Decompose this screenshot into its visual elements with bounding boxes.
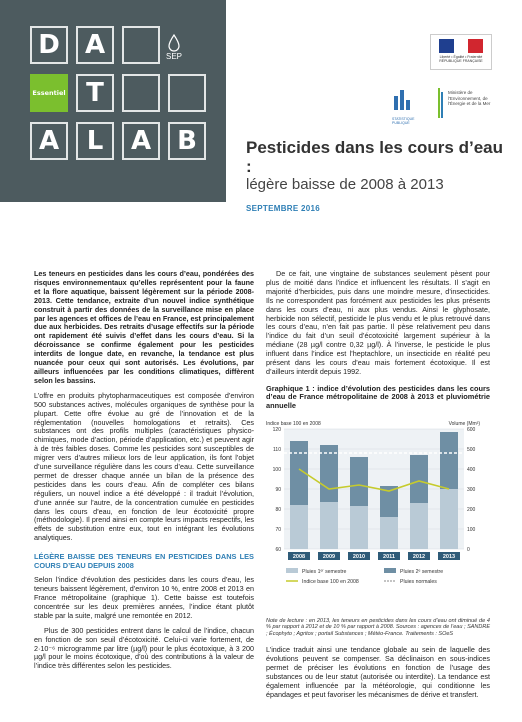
logo-tile-t: T	[76, 74, 114, 112]
year-label: 2010	[352, 553, 366, 560]
legend-label: Pluies 2ᵉ semestre	[400, 568, 444, 575]
right-axis-label: Volume (Mm³)	[448, 420, 480, 427]
logo-tile-l: L	[76, 122, 114, 160]
paragraph: Plus de 300 pesticides entrent dans le calcul de l’indice, chacun en fonction de son seuil d’écotoxicité. Celui-ci varie fortement, de 2·10⁻⁶ microgramme par litre (µg/l) pour le plus écotoxique, à 3 200 µg/l pour le moins écotoxique, d’où des contributions à la valeur de l’indice très différentes selon les pesticides.	[34, 625, 254, 671]
bar-rain-s1	[410, 503, 428, 549]
datalab-logo-block	[0, 0, 226, 202]
legend-swatch	[384, 568, 396, 573]
year-label: 2012	[412, 553, 426, 560]
drop-label: SEP	[166, 52, 183, 61]
bar-rain-s1	[320, 502, 338, 549]
page-subtitle: légère baisse de 2008 à 2013	[246, 176, 444, 193]
bar-rain-s2	[410, 455, 428, 503]
section-heading: LÉGÈRE BAISSE DES TENEURS EN PESTICIDES DANS LES COURS D’EAU DEPUIS 2008	[34, 552, 254, 570]
left-tick-label: 60	[275, 546, 281, 553]
year-label: 2008	[292, 553, 306, 560]
paragraph: L’offre en produits phytopharmaceutiques est composée d’environ 500 substances actives, molécules organiques de synthèse pour la plupart. Cette offre évolue au gré de l’innovation et de la réglementation (nouvelles homologations et retraits). Ces substances ont des profils multiples (caractéristiques physico-chimiques, mode d’action, période d’application, etc.) et peuvent agir à de très faibles doses. Comme les pesticides sont susceptibles de migrer vers d’autres milieux lors de leur application, ils font l’objet d’une surveillance régulière dans les cours d’eau. Cette surveillance permet de dresser chaque année un bilan de la présence des pesticides dans les cours d’eau. Afin de compléter ces bilans réguliers, un nouvel indice a été développé : il traduit l’évolution, d’une année sur l’autre, de la concentration cumulée en pesticides dans les cours d’eau, en fonction de leur écotoxicité propre (méthodologie). Il prend ainsi en compte leurs impacts respectifs, les effets de substitution entre eux, tout en intégrant les évolutions analytiques.	[34, 390, 254, 543]
right-tick-label: 500	[467, 446, 476, 453]
header-banner	[0, 0, 522, 248]
right-tick-label: 300	[467, 486, 476, 493]
legend-label: Pluies normales	[400, 578, 437, 585]
bar-rain-s1	[350, 506, 368, 549]
right-tick-label: 0	[467, 546, 470, 553]
publication-date: SEPTEMBRE 2016	[246, 204, 321, 213]
left-tick-label: 80	[275, 506, 281, 513]
chart-svg	[266, 417, 488, 617]
logo-tile-a3: A	[122, 122, 160, 160]
legend-label: Pluies 1ᵉʳ semestre	[302, 568, 347, 575]
bar-rain-s2	[350, 457, 368, 506]
right-tick-label: 600	[467, 426, 476, 433]
paragraph: L’indice traduit ainsi une tendance globale au sein de laquelle des évolutions peuvent se compenser. Sa déclinaison en sous-indices permet de préciser les évolutions en fonction de l’usage des substances ou de leur statut (autorisée ou interdite). La tendance est également influencée par la météorologie, qui conditionne les épandages et peut favoriser les mécanismes de dérive et transfert.	[266, 645, 490, 699]
left-tick-label: 110	[273, 446, 281, 453]
bar-rain-s2	[440, 432, 458, 489]
bar-rain-s1	[380, 517, 398, 549]
logo-tile-d: D	[30, 26, 68, 64]
year-label: 2013	[442, 553, 456, 560]
logo-tile-empty	[168, 74, 206, 112]
stat-bars-icon	[392, 86, 414, 112]
year-label: 2011	[383, 553, 395, 560]
essentiel-label: Essentiel	[32, 89, 66, 97]
chart-title: Graphique 1 : indice d’évolution des pesticides dans les cours d’eau de France métropolitaine de 2008 à 2013 et pluviométrie annuelle	[266, 383, 490, 411]
flag-icon	[439, 39, 483, 53]
left-tick-label: 100	[272, 466, 281, 473]
document-title-block	[246, 138, 506, 213]
left-tick-label: 90	[275, 486, 281, 493]
legend-swatch	[286, 568, 298, 573]
stat-text: STATISTIQUE PUBLIQUE	[392, 117, 415, 125]
statistique-publique-logo	[392, 86, 432, 126]
right-tick-label: 400	[467, 466, 476, 473]
logo-tile-b: B	[168, 122, 206, 160]
bar-rain-s1	[440, 489, 458, 549]
reading-note: Note de lecture : en 2013, les teneurs en pesticides dans les cours d’eau ont diminué de 4 % par rapport à 2012 et de 10 % par rapport à 2008. Sources : agences de l’eau ; SANDRE ; Écophyto ; Agritox ; portail Substances ; Météo-France. Traitements : SOeS	[266, 617, 490, 638]
ministere-logo	[438, 88, 498, 128]
intro-paragraph: Les teneurs en pesticides dans les cours d’eau, pondérées des risques environnementaux qu’elles représentent pour la faune et la flore aquatique, baissent légèrement sur la période 2008-2013. Cette tendance, extraite d’un nouvel indice synthétique construit à partir des données de la surveillance mise en place par les agences et offices de l’eau en France, est principalement due aux herbicides. Des retraits d’usage effectifs sur la période ont rapidement été suivis d’effet dans les cours d’eau. Si la décroissance se confirme également pour les pesticides interdits de longue date, en revanche, la tendance est plus nuancée pour ceux qui sont autorisés. Les évolutions, par ailleurs influencées par les conditions climatiques, diffèrent selon les bassins.	[34, 269, 254, 385]
logo-tile-empty	[122, 74, 160, 112]
legend-label: Indice base 100 en 2008	[302, 578, 359, 585]
logo-tile-a: A	[76, 26, 114, 64]
pesticide-chart	[266, 417, 488, 612]
bar-rain-s1	[290, 505, 308, 549]
essentiel-tile	[30, 74, 68, 112]
left-column	[34, 270, 254, 677]
right-column	[266, 270, 490, 705]
logo-tile-a2: A	[30, 122, 68, 160]
left-tick-label: 70	[275, 526, 281, 533]
water-drop-icon	[166, 34, 182, 64]
republique-text: Liberté • Égalité • Fraternité RÉPUBLIQUE FRANÇAISE	[439, 55, 483, 63]
year-label: 2009	[322, 553, 336, 560]
paragraph: Selon l’indice d’évolution des pesticides dans les cours d’eau, les teneurs baissent légèrement, d’environ 10 %, entre 2008 et 2013 en France métropolitaine (graphique 1). Cette baisse est toutefois concentrée sur les deux premières années, l’indice étant plutôt stable par la suite, malgré une remontée en 2012.	[34, 575, 254, 620]
right-tick-label: 200	[467, 506, 476, 513]
ministere-text: Ministère de l'Environnement, de l'Énergie et de la Mer	[448, 90, 491, 106]
left-tick-label: 120	[272, 426, 281, 433]
logo-tile-empty	[122, 26, 160, 64]
ministere-bars-icon	[438, 88, 446, 118]
page-title: Pesticides dans les cours d’eau :	[246, 138, 504, 176]
paragraph: De ce fait, une vingtaine de substances seulement pèsent pour plus de moitié dans l’indice et influencent les résultats. Il s’agit en majorité d’herbicides, puis dans une moindre mesure, d’insecticides. Ils ne correspondent pas forcément aux pesticides les plus présents dans les cours d’eau, ni aux plus vendus. Ainsi le glyphosate, herbicide non sélectif, pesticide le plus vendu et le plus retrouvé dans les cours d’eau, n’en fait pas partie. Il pèse relativement peu dans l’indice du fait d’un seuil d’écotoxicité largement supérieur à la médiane (28 µg/l contre 0,32 µg/l). À l’inverse, le pesticide le plus influent dans l’indice est l’heptachlore, un insecticide en réalité peu présent dans les cours d’eau mais fortement écotoxique. Il est d’ailleurs interdit depuis 1992.	[266, 269, 490, 376]
right-tick-label: 100	[467, 526, 476, 533]
left-axis-label: Indice base 100 en 2008	[266, 420, 321, 427]
republique-francaise-logo	[430, 34, 492, 70]
